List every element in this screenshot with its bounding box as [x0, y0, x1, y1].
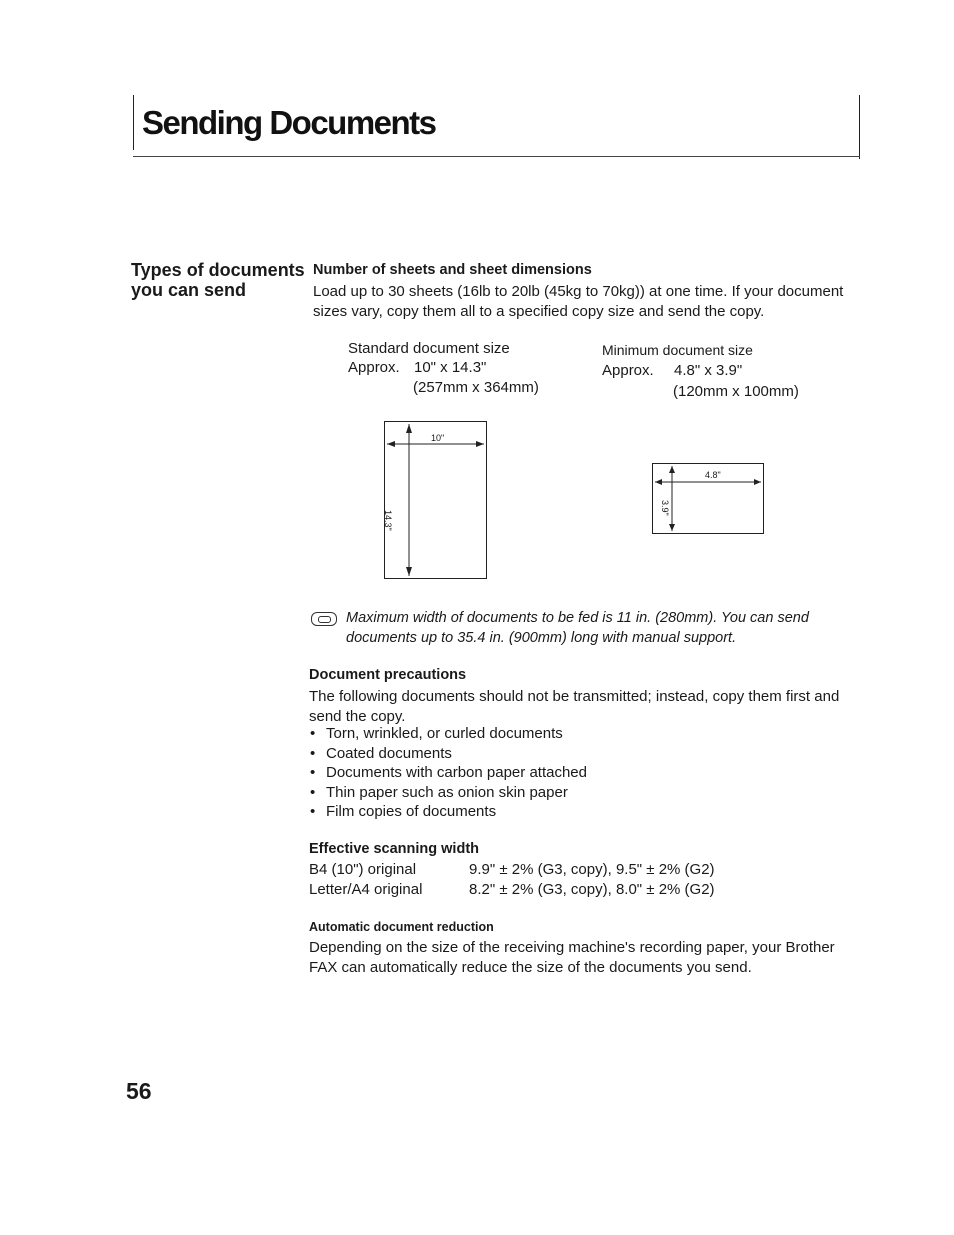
standard-approx-label: Approx.	[348, 359, 400, 376]
reduction-heading: Automatic document reduction	[309, 920, 494, 934]
standard-size-label: Standard document size	[348, 340, 510, 357]
list-item: • Torn, wrinkled, or curled documents	[309, 724, 809, 744]
precautions-heading: Document precautions	[309, 667, 467, 683]
minimum-metric: (120mm x 100mm)	[673, 383, 799, 400]
standard-width-label: 10"	[431, 433, 445, 443]
minimum-height-label: 3.9"	[660, 500, 670, 516]
minimum-dimensions: 4.8" x 3.9"	[674, 362, 743, 379]
scanning-heading: Effective scanning width	[309, 841, 479, 857]
sheets-heading: Number of sheets and sheet dimensions	[313, 262, 592, 278]
section-heading: Types of documents you can send	[131, 260, 305, 300]
scanning-row	[309, 860, 715, 880]
minimum-size-label: Minimum document size	[602, 342, 753, 358]
page-number: 56	[126, 1078, 152, 1104]
list-item: • Film copies of documents	[309, 802, 809, 822]
header-left-rule	[133, 95, 134, 150]
minimum-width-label: 4.8"	[705, 470, 721, 480]
precautions-intro: The following documents should not be transmitted; instead, copy them first and send the copy.	[309, 688, 840, 725]
list-item: • Documents with carbon paper attached	[309, 763, 809, 783]
precautions-list	[309, 724, 809, 822]
list-item: • Thin paper such as onion skin paper	[309, 783, 809, 803]
standard-metric: (257mm x 364mm)	[413, 379, 539, 396]
list-item: • Coated documents	[309, 744, 809, 764]
standard-dimensions: 10" x 14.3"	[414, 359, 487, 376]
header-right-rule	[859, 95, 860, 159]
sheets-body: Load up to 30 sheets (16lb to 20lb (45kg to 70kg)) at one time. If your document sizes vary, copy them all to a specified copy size and send the copy.	[313, 283, 844, 320]
reduction-body: Depending on the size of the receiving machine's recording paper, your Brother FAX can automatically reduce the size of the documents you send.	[309, 939, 835, 976]
standard-dimension-arrows	[385, 422, 486, 578]
scanning-row-label: B4 (10") original	[309, 861, 417, 878]
scanning-row-value: 9.9" ± 2% (G3, copy), 9.5" ± 2% (G2)	[469, 861, 715, 878]
scanning-row-value: 8.2" ± 2% (G3, copy), 8.0" ± 2% (G2)	[469, 881, 715, 898]
header-bottom-rule	[133, 156, 860, 157]
standard-height-label: 14.3"	[383, 510, 393, 531]
page-title: Sending Documents	[142, 104, 436, 141]
scanning-row	[309, 880, 715, 900]
standard-size-diagram	[384, 421, 487, 579]
note-text: Maximum width of documents to be fed is 11 in. (280mm). You can send documents up to 35.4 in. (900mm) long with manual support.	[346, 610, 809, 646]
minimum-size-diagram	[652, 463, 764, 534]
scanning-row-label: Letter/A4 original	[309, 881, 423, 898]
note-icon	[311, 612, 337, 626]
minimum-approx-label: Approx.	[602, 362, 654, 379]
